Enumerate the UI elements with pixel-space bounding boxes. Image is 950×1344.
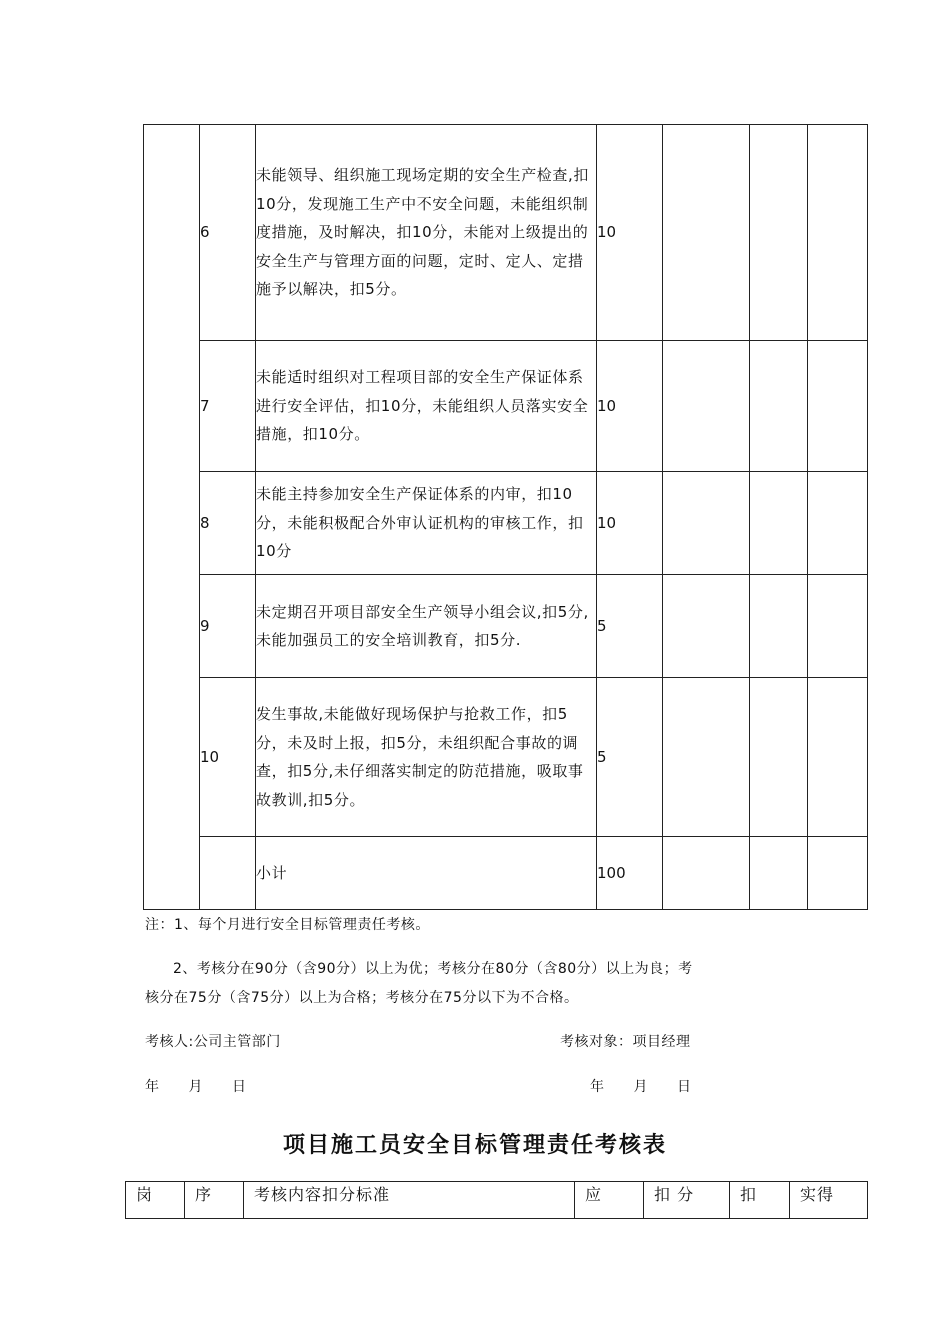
subtotal-row (144, 837, 868, 910)
actual-score-cell (808, 472, 868, 575)
header-row (126, 1182, 868, 1219)
row-number: 10 (200, 678, 256, 837)
subtotal-score: 100 (597, 837, 663, 910)
row-number: 7 (200, 341, 256, 472)
full-score: 10 (597, 472, 663, 575)
table-row (144, 341, 868, 472)
assessment-table-continued (143, 124, 868, 910)
assessor-label: 考核人:公司主管部门 (145, 1034, 281, 1050)
header-deduction-reason: 扣 (730, 1182, 790, 1219)
deduction-cell (663, 678, 750, 837)
assessment-table-header (125, 1181, 868, 1219)
post-cell (144, 125, 200, 910)
header-actual-score: 实得 (790, 1182, 868, 1219)
full-score: 10 (597, 125, 663, 341)
criteria-text: 未能适时组织对工程项目部的安全生产保证体系进行安全评估，扣10分，未能组织人员落实安全措施，扣10分。 (256, 341, 597, 472)
row-number: 9 (200, 575, 256, 678)
criteria-text: 未能领导、组织施工现场定期的安全生产检查,扣10分，发现施工生产中不安全问题，未能组织制度措施，及时解决，扣10分，未能对上级提出的安全生产与管理方面的问题，定时、定人、定措施予以解决，扣5分。 (256, 125, 597, 341)
actual-score-cell (808, 341, 868, 472)
note-2-line-2: 核分在75分（含75分）以上为合格；考核分在75分以下为不合格。 (145, 990, 579, 1006)
deduction-reason-cell (750, 341, 808, 472)
deduction-reason-cell (750, 472, 808, 575)
header-deduction: 扣 分 (644, 1182, 730, 1219)
table-row (144, 472, 868, 575)
page-title: 项目施工员安全目标管理责任考核表 (282, 1132, 667, 1158)
note-1: 注：1、每个月进行安全目标管理责任考核。 (145, 917, 430, 933)
header-seq: 序 (185, 1182, 244, 1219)
note-2-line-1: 2、考核分在90分（含90分）以上为优；考核分在80分（含80分）以上为良；考 (173, 961, 693, 977)
deduction-reason-cell (750, 125, 808, 341)
deduction-cell (663, 575, 750, 678)
full-score: 10 (597, 341, 663, 472)
criteria-text: 未定期召开项目部安全生产领导小组会议,扣5分,未能加强员工的安全培训教育，扣5分. (256, 575, 597, 678)
row-number: 6 (200, 125, 256, 341)
header-post: 岗 (126, 1182, 185, 1219)
deduction-reason-cell (750, 837, 808, 910)
row-number: 8 (200, 472, 256, 575)
actual-score-cell (808, 575, 868, 678)
deduction-cell (663, 472, 750, 575)
header-criteria: 考核内容扣分标准 (244, 1182, 575, 1219)
full-score: 5 (597, 575, 663, 678)
table-row (144, 678, 868, 837)
row-number (200, 837, 256, 910)
criteria-text: 未能主持参加安全生产保证体系的内审，扣10分，未能积极配合外审认证机构的审核工作，扣10分 (256, 472, 597, 575)
full-score: 5 (597, 678, 663, 837)
criteria-text: 发生事故,未能做好现场保护与抢救工作，扣5分，未及时上报，扣5分，未组织配合事故的调查，扣5分,未仔细落实制定的防范措施，吸取事故教训,扣5分。 (256, 678, 597, 837)
date-left: 年 月 日 (145, 1079, 247, 1095)
table-row (144, 575, 868, 678)
deduction-cell (663, 837, 750, 910)
date-right: 年 月 日 (590, 1079, 692, 1095)
deduction-reason-cell (750, 575, 808, 678)
table-row (144, 125, 868, 341)
deduction-cell (663, 341, 750, 472)
actual-score-cell (808, 837, 868, 910)
actual-score-cell (808, 678, 868, 837)
header-full-score: 应 (575, 1182, 644, 1219)
deduction-reason-cell (750, 678, 808, 837)
actual-score-cell (808, 125, 868, 341)
assessee-label: 考核对象：项目经理 (560, 1034, 691, 1050)
subtotal-label: 小计 (256, 837, 597, 910)
deduction-cell (663, 125, 750, 341)
